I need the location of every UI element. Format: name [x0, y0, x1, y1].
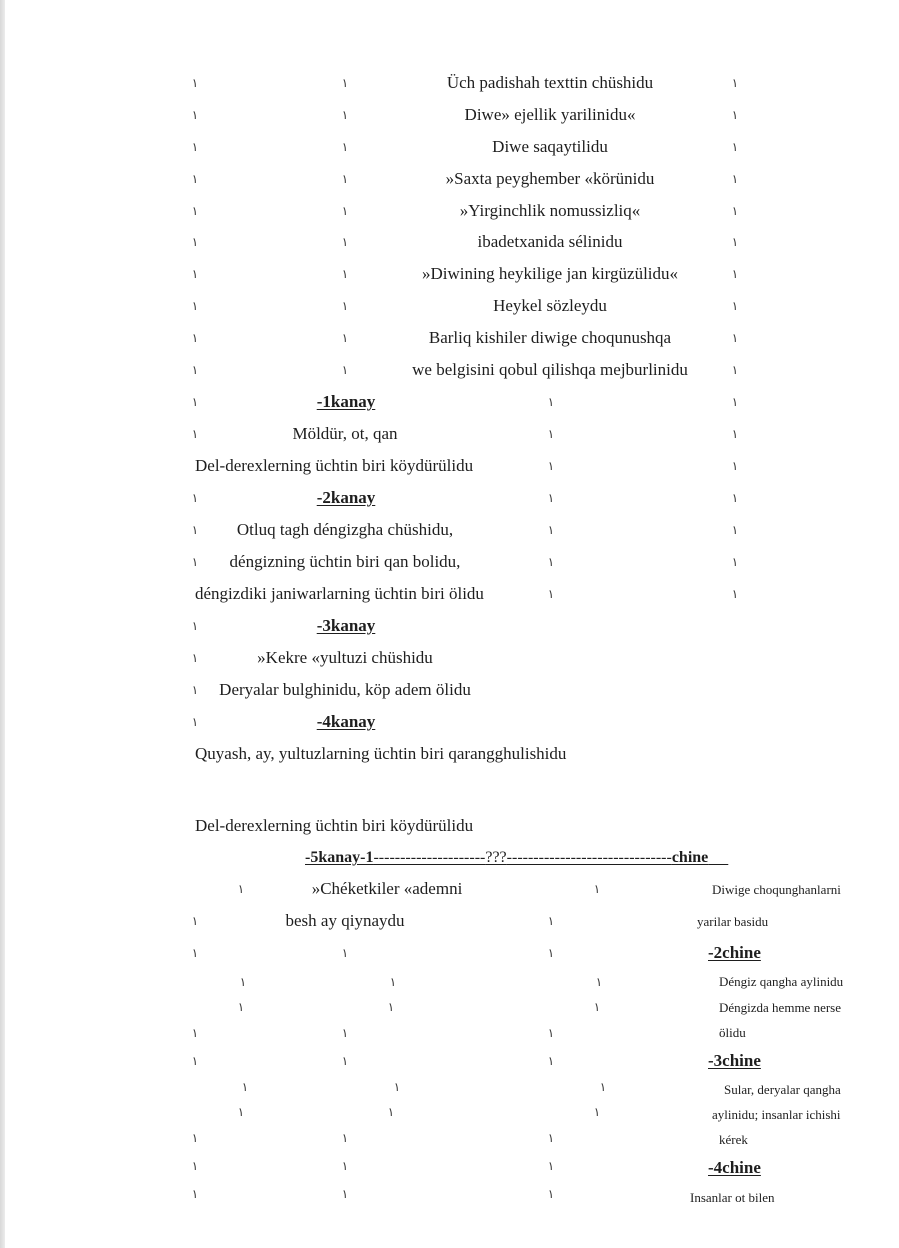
tick-mark: ١ [341, 1054, 349, 1068]
text-line: Heykel sözleydu [493, 296, 607, 315]
section-heading-kanay-4: -4kanay [316, 712, 376, 731]
tick-mark: ١ [341, 1187, 349, 1201]
tick-mark: ١ [191, 1187, 199, 1201]
tick-mark: ١ [731, 235, 739, 249]
tick-mark: ١ [341, 172, 349, 186]
tick-mark: ١ [191, 363, 199, 377]
tick-mark: ١ [547, 946, 555, 960]
tick-mark: ١ [191, 140, 199, 154]
tick-mark: ١ [237, 882, 245, 896]
tick-mark: ١ [191, 523, 199, 537]
text-line: Diwe saqaytilidu [492, 137, 608, 156]
tick-mark: ١ [387, 1105, 395, 1119]
document-page [5, 0, 899, 1248]
text-line: »Chéketkiler «ademni [311, 879, 463, 898]
tick-mark: ١ [241, 1080, 249, 1094]
tick-mark: ١ [341, 331, 349, 345]
tick-mark: ١ [237, 1000, 245, 1014]
text-line: Diwige choqunghanlarni [712, 882, 841, 897]
tick-mark: ١ [387, 1000, 395, 1014]
tick-mark: ١ [191, 267, 199, 281]
tick-mark: ١ [547, 914, 555, 928]
tick-mark: ١ [191, 715, 199, 729]
text-line: Quyash, ay, yultuzlarning üchtin biri qarangghulishidu [195, 744, 567, 763]
tick-mark: ١ [191, 1131, 199, 1145]
tick-mark: ١ [731, 76, 739, 90]
tick-mark: ١ [731, 395, 739, 409]
text-line: Del-derexlerning üchtin biri köydürülidu [195, 816, 474, 835]
tick-mark: ١ [547, 491, 555, 505]
tick-mark: ١ [731, 331, 739, 345]
tick-mark: ١ [731, 140, 739, 154]
tick-mark: ١ [731, 363, 739, 377]
dash-separator: --------------------- [373, 849, 486, 866]
tick-mark: ١ [191, 331, 199, 345]
tick-mark: ١ [547, 587, 555, 601]
section-heading-chine-4: -4chine [708, 1158, 761, 1177]
tick-mark: ١ [393, 1080, 401, 1094]
tick-mark: ١ [547, 1159, 555, 1173]
tick-mark: ١ [237, 1105, 245, 1119]
text-line: yarilar basidu [697, 914, 769, 929]
text-line: ölidu [719, 1025, 746, 1040]
tick-mark: ١ [731, 459, 739, 473]
text-line: »Kekre «yultuzi chüshidu [257, 648, 433, 667]
tick-mark: ١ [731, 267, 739, 281]
tick-mark: ١ [547, 523, 555, 537]
tick-mark: ١ [547, 555, 555, 569]
section-heading-chine-3: -3chine [708, 1051, 761, 1070]
tick-mark: ١ [547, 427, 555, 441]
tick-mark: ١ [191, 946, 199, 960]
tick-mark: ١ [593, 1000, 601, 1014]
tick-mark: ١ [595, 975, 603, 989]
tick-mark: ١ [547, 459, 555, 473]
tick-mark: ١ [593, 1105, 601, 1119]
tick-mark: ١ [731, 587, 739, 601]
tick-mark: ١ [191, 299, 199, 313]
text-line: Otluq tagh déngizgha chüshidu, [236, 520, 454, 539]
text-line: Deryalar bulghinidu, köp adem ölidu [219, 680, 471, 699]
tick-mark: ١ [341, 1026, 349, 1040]
tick-mark: ١ [191, 108, 199, 122]
tick-mark: ١ [191, 235, 199, 249]
text-line: Insanlar ot bilen [690, 1190, 775, 1205]
question-marks: ??? [485, 849, 507, 866]
tick-mark: ١ [341, 946, 349, 960]
text-line: we belgisini qobul qilishqa mejburlinidu [412, 360, 688, 379]
tick-mark: ١ [341, 1131, 349, 1145]
tick-mark: ١ [593, 882, 601, 896]
tick-mark: ١ [341, 267, 349, 281]
section-heading-kanay-1: -1kanay [316, 392, 376, 411]
text-line: aylinidu; insanlar ichishi [712, 1107, 841, 1122]
heading-underline-pad [708, 849, 728, 866]
text-line: ibadetxanida sélinidu [477, 232, 623, 251]
text-line: Déngiz qangha aylinidu [719, 974, 844, 989]
tick-mark: ١ [341, 299, 349, 313]
text-line: Sular, deryalar qangha [724, 1082, 841, 1097]
text-line: Del-derexlerning üchtin biri köydürülidu [195, 456, 474, 475]
tick-mark: ١ [731, 491, 739, 505]
text-line: Möldür, ot, qan [292, 424, 398, 443]
tick-mark: ١ [341, 140, 349, 154]
tick-mark: ١ [341, 1159, 349, 1173]
tick-mark: ١ [191, 1054, 199, 1068]
tick-mark: ١ [191, 172, 199, 186]
text-line: »Saxta peyghember «körünidu [445, 169, 655, 188]
text-line: kérek [719, 1132, 748, 1147]
text-line: Üch padishah texttin chüshidu [446, 73, 654, 92]
tick-mark: ١ [341, 204, 349, 218]
tick-mark: ١ [547, 1054, 555, 1068]
text-line: Déngizda hemme nerse [719, 1000, 842, 1015]
tick-mark: ١ [341, 235, 349, 249]
tick-mark: ١ [731, 555, 739, 569]
tick-mark: ١ [191, 1159, 199, 1173]
section-heading-chine-1: chine [671, 849, 709, 866]
tick-mark: ١ [191, 914, 199, 928]
tick-mark: ١ [191, 555, 199, 569]
tick-mark: ١ [547, 1026, 555, 1040]
tick-mark: ١ [341, 108, 349, 122]
section-heading-kanay-3: -3kanay [316, 616, 376, 635]
tick-mark: ١ [239, 975, 247, 989]
text-line: Barliq kishiler diwige choqunushqa [428, 328, 672, 347]
dash-separator: ------------------------------- [506, 849, 672, 866]
tick-mark: ١ [341, 363, 349, 377]
tick-mark: ١ [191, 619, 199, 633]
tick-mark: ١ [191, 651, 199, 665]
tick-mark: ١ [191, 395, 199, 409]
text-line: »Yirginchlik nomussizliq« [459, 201, 641, 220]
tick-mark: ١ [191, 1026, 199, 1040]
tick-mark: ١ [731, 427, 739, 441]
tick-mark: ١ [731, 108, 739, 122]
tick-mark: ١ [547, 1131, 555, 1145]
tick-mark: ١ [191, 683, 199, 697]
tick-mark: ١ [731, 204, 739, 218]
tick-mark: ١ [731, 172, 739, 186]
tick-mark: ١ [191, 491, 199, 505]
section-heading-kanay-2: -2kanay [316, 488, 376, 507]
text-line: déngizning üchtin biri qan bolidu, [229, 552, 461, 571]
tick-mark: ١ [731, 523, 739, 537]
tick-mark: ١ [341, 76, 349, 90]
section-heading-kanay-5: -5kanay-1 [305, 849, 374, 866]
tick-mark: ١ [731, 299, 739, 313]
text-line: besh ay qiynaydu [285, 911, 405, 930]
section-heading-kanay-5-row [305, 848, 728, 868]
section-heading-chine-2: -2chine [708, 943, 761, 962]
text-line: déngizdiki janiwarlarning üchtin biri ölidu [195, 584, 484, 603]
text-line: »Diwining heykilige jan kirgüzülidu« [421, 264, 679, 283]
tick-mark: ١ [191, 76, 199, 90]
text-line: Diwe» ejellik yarilinidu« [464, 105, 636, 124]
tick-mark: ١ [191, 204, 199, 218]
tick-mark: ١ [547, 395, 555, 409]
tick-mark: ١ [599, 1080, 607, 1094]
tick-mark: ١ [547, 1187, 555, 1201]
tick-mark: ١ [191, 427, 199, 441]
tick-mark: ١ [389, 975, 397, 989]
